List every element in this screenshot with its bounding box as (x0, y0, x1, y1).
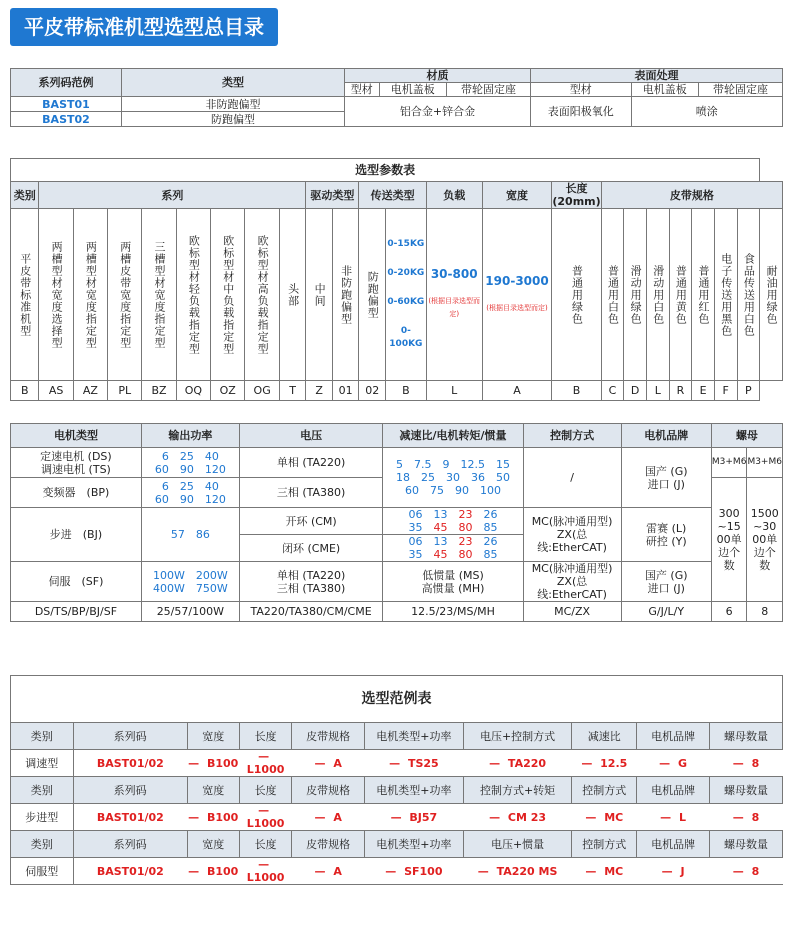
example-header: 长度 (239, 831, 291, 858)
h-belt: 皮带规格 (601, 182, 782, 209)
code-cell: OQ (176, 381, 210, 401)
example-header: 电机品牌 (637, 831, 710, 858)
control-mc-zx: MC(脉冲通用型) ZX(总线:EtherCAT) (523, 508, 621, 562)
example-header: 电压+控制方式 (463, 723, 572, 750)
h-cat: 类别 (11, 182, 39, 209)
example-value: — TA220 (463, 750, 572, 777)
code-cell: A (482, 381, 552, 401)
belt-col-label: 电子传送用黑色 (714, 209, 737, 381)
conv-col-label: 防跑偏型 (359, 209, 386, 381)
example-value: — 8 (710, 858, 783, 885)
example-header: 电压+惯量 (463, 831, 572, 858)
example-header: 宽度 (187, 831, 239, 858)
example-header: 螺母数量 (710, 723, 783, 750)
sub-col: 型材 (531, 83, 632, 97)
example-value: — A (292, 750, 365, 777)
example-value: — MC (572, 858, 637, 885)
code-cell: B (386, 381, 427, 401)
example-value: — TS25 (365, 750, 464, 777)
param-table (10, 158, 783, 400)
page-title: 平皮带标准机型选型总目录 (10, 8, 278, 46)
brand-bj: 雷赛 (L) 研控 (Y) (621, 508, 711, 562)
belt-col-label: 食品传送用白色 (737, 209, 760, 381)
example-value: — L1000 (239, 750, 291, 777)
example-value: — B100 (187, 804, 239, 831)
example-header: 控制方式 (572, 831, 637, 858)
code-cell: 02 (359, 381, 386, 401)
h-power: 输出功率 (141, 424, 239, 448)
example-header: 皮带规格 (292, 777, 365, 804)
code-cell: Z (306, 381, 333, 401)
h-brand: 电机品牌 (621, 424, 711, 448)
example-value: BAST01/02 (73, 750, 187, 777)
example-value: — A (292, 858, 365, 885)
example-header: 控制方式+转矩 (463, 777, 572, 804)
code-summary: 8 (747, 602, 783, 622)
code-cell: PL (108, 381, 142, 401)
voltage-single: 单相 (TA220) (239, 448, 383, 478)
series-col-label: 两槽型材宽度指定型 (73, 209, 107, 381)
motor-table (10, 423, 783, 639)
example-value: — CM 23 (463, 804, 572, 831)
h-nut: 螺母 (711, 424, 782, 448)
power-bp: 6 25 40 60 90 120 (141, 478, 239, 508)
brand-sf: 国产 (G) 进口 (J) (621, 562, 711, 602)
example-value: — 12.5 (572, 750, 637, 777)
example-value: — A (292, 804, 365, 831)
brand-ds: 国产 (G) 进口 (J) (621, 448, 711, 508)
load-values: 0-15KG 0-20KG 0-60KG 0-100KG (386, 209, 427, 381)
power-bj: 57 86 (141, 508, 239, 562)
h-drive: 驱动类型 (306, 182, 359, 209)
series-col-label: 欧标型材高负载指定型 (245, 209, 279, 381)
code-cell: BZ (142, 381, 176, 401)
example-table (10, 675, 783, 937)
voltage-closed: 闭环 (CME) (239, 535, 383, 562)
example-header: 皮带规格 (292, 831, 365, 858)
example-header: 电机类型+功率 (365, 723, 464, 750)
sub-col: 型材 (345, 83, 380, 97)
series-col-label: 三槽型材宽度指定型 (142, 209, 176, 381)
col-type: 类型 (122, 69, 345, 97)
nut-count-1: 300~1500单边个数 (711, 478, 747, 602)
code-cell: L (646, 381, 669, 401)
h-motor: 电机类型 (11, 424, 142, 448)
code-cell: R (669, 381, 692, 401)
code-cell: C (601, 381, 624, 401)
series-col-label: 两槽型材宽度选择型 (39, 209, 73, 381)
example-value: — TA220 MS (463, 858, 572, 885)
code-summary: MC/ZX (523, 602, 621, 622)
nut-sub: M3+M6 (711, 448, 747, 478)
series-col-label: 两槽皮带宽度指定型 (108, 209, 142, 381)
drive-col-label: 中间 (306, 209, 333, 381)
param-caption: 选型参数表 (11, 159, 760, 182)
code-summary: TA220/TA380/CM/CME (239, 602, 383, 622)
conv-col-label: 非防跑偏型 (332, 209, 359, 381)
code-cell: OG (245, 381, 279, 401)
code-summary: G/J/L/Y (621, 602, 711, 622)
code-cell: E (692, 381, 715, 401)
sub-col: 带轮固定座 (699, 83, 783, 97)
example-header: 电机品牌 (637, 777, 710, 804)
motor-bj: 步进 (BJ) (11, 508, 142, 562)
surface-value: 喷涂 (631, 97, 783, 127)
example-header: 螺母数量 (710, 777, 783, 804)
material-value: 铝合金+锌合金 (345, 97, 531, 127)
ratio-values: 5 7.5 9 12.5 15 18 25 30 36 50 60 75 90 100 (383, 448, 523, 508)
control-none: / (523, 448, 621, 508)
length-value: 190-3000 (根据目录选型而定) (482, 209, 552, 381)
example-header: 减速比 (572, 723, 637, 750)
voltage-sf: 单相 (TA220) 三相 (TA380) (239, 562, 383, 602)
example-header: 类别 (11, 723, 74, 750)
belt-col-label: 普通用红色 (692, 209, 715, 381)
col-series-code: 系列码范例 (11, 69, 122, 97)
example-header: 宽度 (187, 777, 239, 804)
example-value: — 8 (710, 804, 783, 831)
code-summary: DS/TS/BP/BJ/SF (11, 602, 142, 622)
example-header: 长度 (239, 723, 291, 750)
inertia: 低惯量 (MS) 高惯量 (MH) (383, 562, 523, 602)
example-value: — B100 (187, 750, 239, 777)
series-col-label: 平皮带标准机型 (11, 209, 39, 381)
example-header: 电机类型+功率 (365, 777, 464, 804)
belt-col-label: 普通用白色 (601, 209, 624, 381)
series-code: BAST02 (11, 112, 122, 127)
voltage-open: 开环 (CM) (239, 508, 383, 535)
example-header: 类别 (11, 777, 74, 804)
code-cell: F (714, 381, 737, 401)
example-value: — L (637, 804, 710, 831)
power-ds: 6 25 40 60 90 120 (141, 448, 239, 478)
example-header: 电机品牌 (637, 723, 710, 750)
voltage-three: 三相 (TA380) (239, 478, 383, 508)
series-col-label: 欧标型材轻负载指定型 (176, 209, 210, 381)
example-value: — J (637, 858, 710, 885)
sub-col: 电机盖板 (379, 83, 447, 97)
code-cell: 01 (332, 381, 359, 401)
example-header: 长度 (239, 777, 291, 804)
code-cell: L (426, 381, 482, 401)
example-header: 控制方式 (572, 777, 637, 804)
bj-torque-closed: 06 13 23 26 35 45 80 85 (383, 535, 523, 562)
example-header: 系列码 (73, 777, 187, 804)
nut-count-2: 1500~3000单边个数 (747, 478, 783, 602)
h-control: 控制方式 (523, 424, 621, 448)
motor-ds-ts: 定速电机 (DS) 调速电机 (TS) (11, 448, 142, 478)
code-summary: 12.5/23/MS/MH (383, 602, 523, 622)
code-cell: AZ (73, 381, 107, 401)
type-value: 非防跑偏型 (122, 97, 345, 112)
example-header: 皮带规格 (292, 723, 365, 750)
h-voltage: 电压 (239, 424, 383, 448)
example-value: — B100 (187, 858, 239, 885)
h-conv: 传送类型 (359, 182, 426, 209)
series-code: BAST01 (11, 97, 122, 112)
example-value: — BJ57 (365, 804, 464, 831)
col-material: 材质 (345, 69, 531, 83)
material-table (10, 68, 783, 128)
belt-col-label: 滑动用绿色 (624, 209, 647, 381)
type-value: 防跑偏型 (122, 112, 345, 127)
code-cell: AS (39, 381, 73, 401)
example-caption: 选型范例表 (11, 676, 783, 723)
example-value: BAST01/02 (73, 804, 187, 831)
control-sf: MC(脉冲通用型) ZX(总线:EtherCAT) (523, 562, 621, 602)
code-cell: P (737, 381, 760, 401)
example-category: 调速型 (11, 750, 74, 777)
code-cell: B (552, 381, 601, 401)
h-ratio: 减速比/电机转矩/惯量 (383, 424, 523, 448)
width-value: 30-800 (根据目录选型而定) (426, 209, 482, 381)
example-category: 步进型 (11, 804, 74, 831)
sub-col: 带轮固定座 (447, 83, 531, 97)
example-value: BAST01/02 (73, 858, 187, 885)
h-load: 负载 (426, 182, 482, 209)
h-series: 系列 (39, 182, 306, 209)
belt-col-label: 普通用黄色 (669, 209, 692, 381)
drive-col-label: 头部 (279, 209, 306, 381)
example-header: 宽度 (187, 723, 239, 750)
code-cell: D (624, 381, 647, 401)
example-header: 系列码 (73, 831, 187, 858)
example-header: 螺母数量 (710, 831, 783, 858)
surface-value: 表面阳极氧化 (531, 97, 632, 127)
code-summary: 25/57/100W (141, 602, 239, 622)
motor-sf: 伺服 (SF) (11, 562, 142, 602)
example-header: 类别 (11, 831, 74, 858)
example-value: — L1000 (239, 858, 291, 885)
example-value: — 8 (710, 750, 783, 777)
bj-torque-open: 06 13 23 26 35 45 80 85 (383, 508, 523, 535)
code-cell: T (279, 381, 306, 401)
code-summary: 6 (711, 602, 747, 622)
motor-bp: 变频器 (BP) (11, 478, 142, 508)
col-surface: 表面处理 (531, 69, 783, 83)
belt-col-label: 普通用绿色 (552, 209, 601, 381)
example-value: — G (637, 750, 710, 777)
h-width: 宽度 (482, 182, 552, 209)
code-cell: B (11, 381, 39, 401)
example-header: 系列码 (73, 723, 187, 750)
sub-col: 电机盖板 (631, 83, 699, 97)
example-value: — MC (572, 804, 637, 831)
nut-sub: M3+M6 (747, 448, 783, 478)
code-cell: OZ (211, 381, 245, 401)
series-col-label: 欧标型材中负载指定型 (211, 209, 245, 381)
example-header: 电机类型+功率 (365, 831, 464, 858)
h-length: 长度(20mm) (552, 182, 601, 208)
example-category: 伺服型 (11, 858, 74, 885)
belt-col-label: 滑动用白色 (646, 209, 669, 381)
example-value: — L1000 (239, 804, 291, 831)
belt-col-label: 耐油用绿色 (760, 209, 783, 381)
example-value: — SF100 (365, 858, 464, 885)
power-sf: 100W 200W 400W 750W (141, 562, 239, 602)
